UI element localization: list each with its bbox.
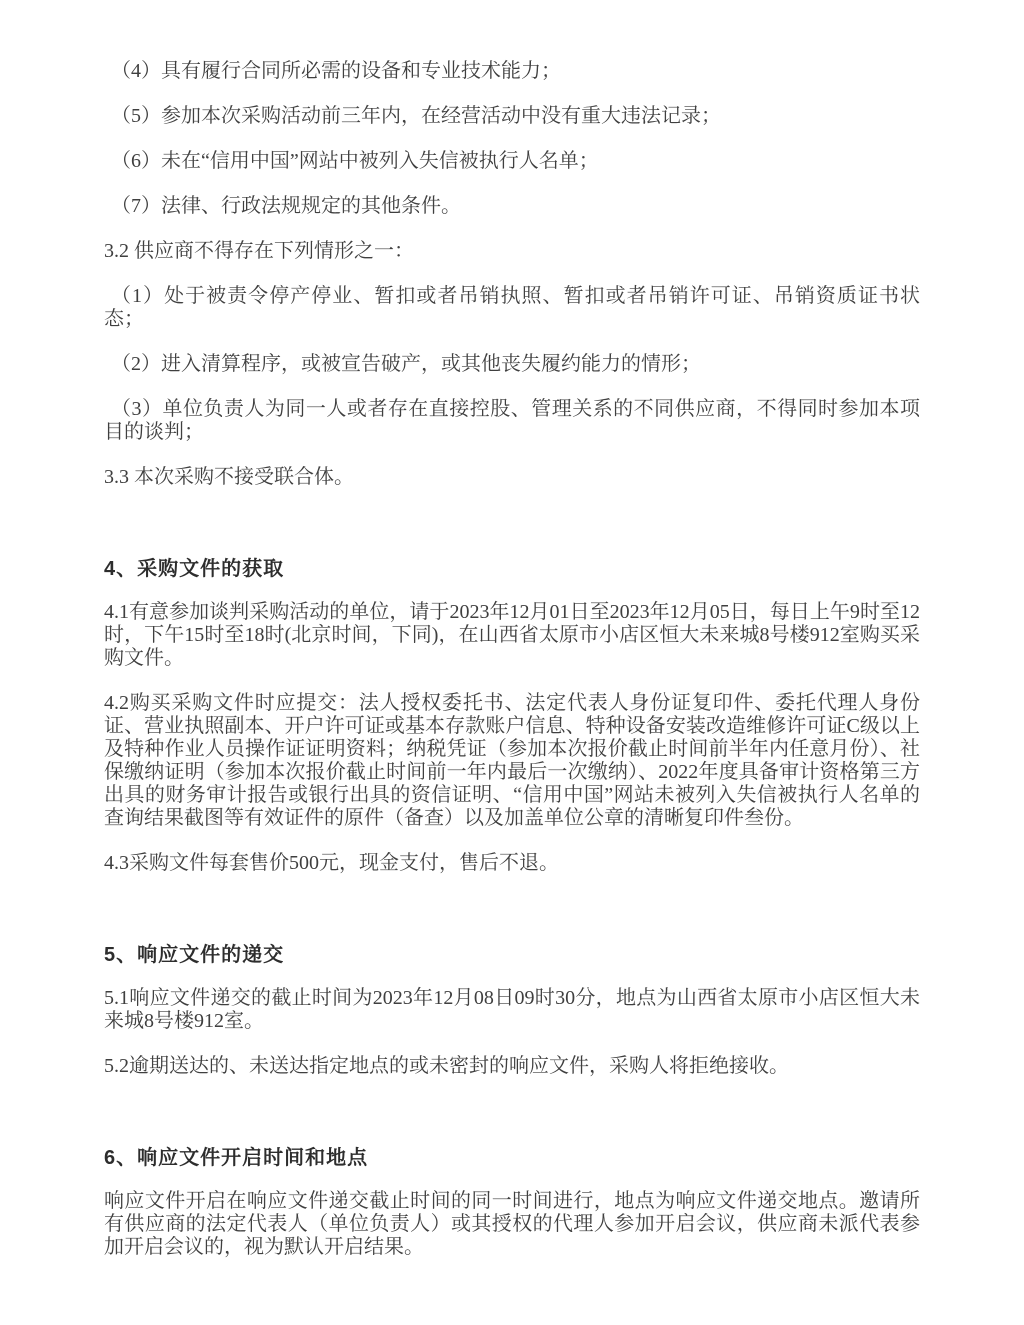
supplier-condition-item-4: （4）具有履行合同所必需的设备和专业技术能力； <box>111 60 561 82</box>
clause-4-2: 4.2购买采购文件时应提交：法人授权委托书、法定代表人身份证复印件、委托代理人身份证、营业执照副本、开户许可证或基本存款账户信息、特种设备安装改造维修许可证C级以上及特种作业人员操作证证明资料；纳税凭证（参加本次报价截止时间前半年内任意月份）、社保缴纳证明（参加本次报价截止时间前一年内最后一次缴纳）、2022年度具备审计资格第三方出具的财务审计报告或银行出具的资信证明、“信用中国”网站未被列入失信被执行人名单的查询结果截图等有效证件的原件（备查）以及加盖单位公章的清晰复印件叁份。 <box>104 692 920 829</box>
supplier-condition-item-6: （6）未在“信用中国”网站中被列入失信被执行人名单； <box>111 150 599 172</box>
clause-4-1: 4.1有意参加谈判采购活动的单位，请于2023年12月01日至2023年12月05日，每日上午9时至12时，下午15时至18时(北京时间，下同)，在山西省太原市小店区恒大未来城8号楼912室购买采购文件。 <box>104 601 920 669</box>
clause-3-3: 3.3 本次采购不接受联合体。 <box>104 466 354 488</box>
clause-5-1: 5.1响应文件递交的截止时间为2023年12月08日09时30分，地点为山西省太原市小店区恒大未来城8号楼912室。 <box>104 987 920 1032</box>
clause-3-2-item-2: （2）进入清算程序，或被宣告破产，或其他丧失履约能力的情形； <box>111 353 701 375</box>
clause-5-2: 5.2逾期送达的、未送达指定地点的或未密封的响应文件，采购人将拒绝接收。 <box>104 1055 789 1077</box>
section-6-heading: 6、响应文件开启时间和地点 <box>104 1147 369 1169</box>
clause-3-2-item-3: （3）单位负责人为同一人或者存在直接控股、管理关系的不同供应商，不得同时参加本项目的谈判； <box>104 398 920 443</box>
clause-3-2-item-1: （1）处于被责令停产停业、暂扣或者吊销执照、暂扣或者吊销许可证、吊销资质证书状态； <box>104 285 920 330</box>
section-6-body: 响应文件开启在响应文件递交截止时间的同一时间进行，地点为响应文件递交地点。邀请所有供应商的法定代表人（单位负责人）或其授权的代理人参加开启会议，供应商未派代表参加开启会议的，视为默认开启结果。 <box>104 1190 920 1258</box>
clause-4-3: 4.3采购文件每套售价500元，现金支付，售后不退。 <box>104 852 559 874</box>
supplier-condition-item-5: （5）参加本次采购活动前三年内，在经营活动中没有重大违法记录； <box>111 105 721 127</box>
supplier-condition-item-7: （7）法律、行政法规规定的其他条件。 <box>111 195 461 217</box>
clause-3-2-intro: 3.2 供应商不得存在下列情形之一： <box>104 240 414 262</box>
section-4-heading: 4、采购文件的获取 <box>104 558 285 580</box>
section-5-heading: 5、响应文件的递交 <box>104 944 285 966</box>
